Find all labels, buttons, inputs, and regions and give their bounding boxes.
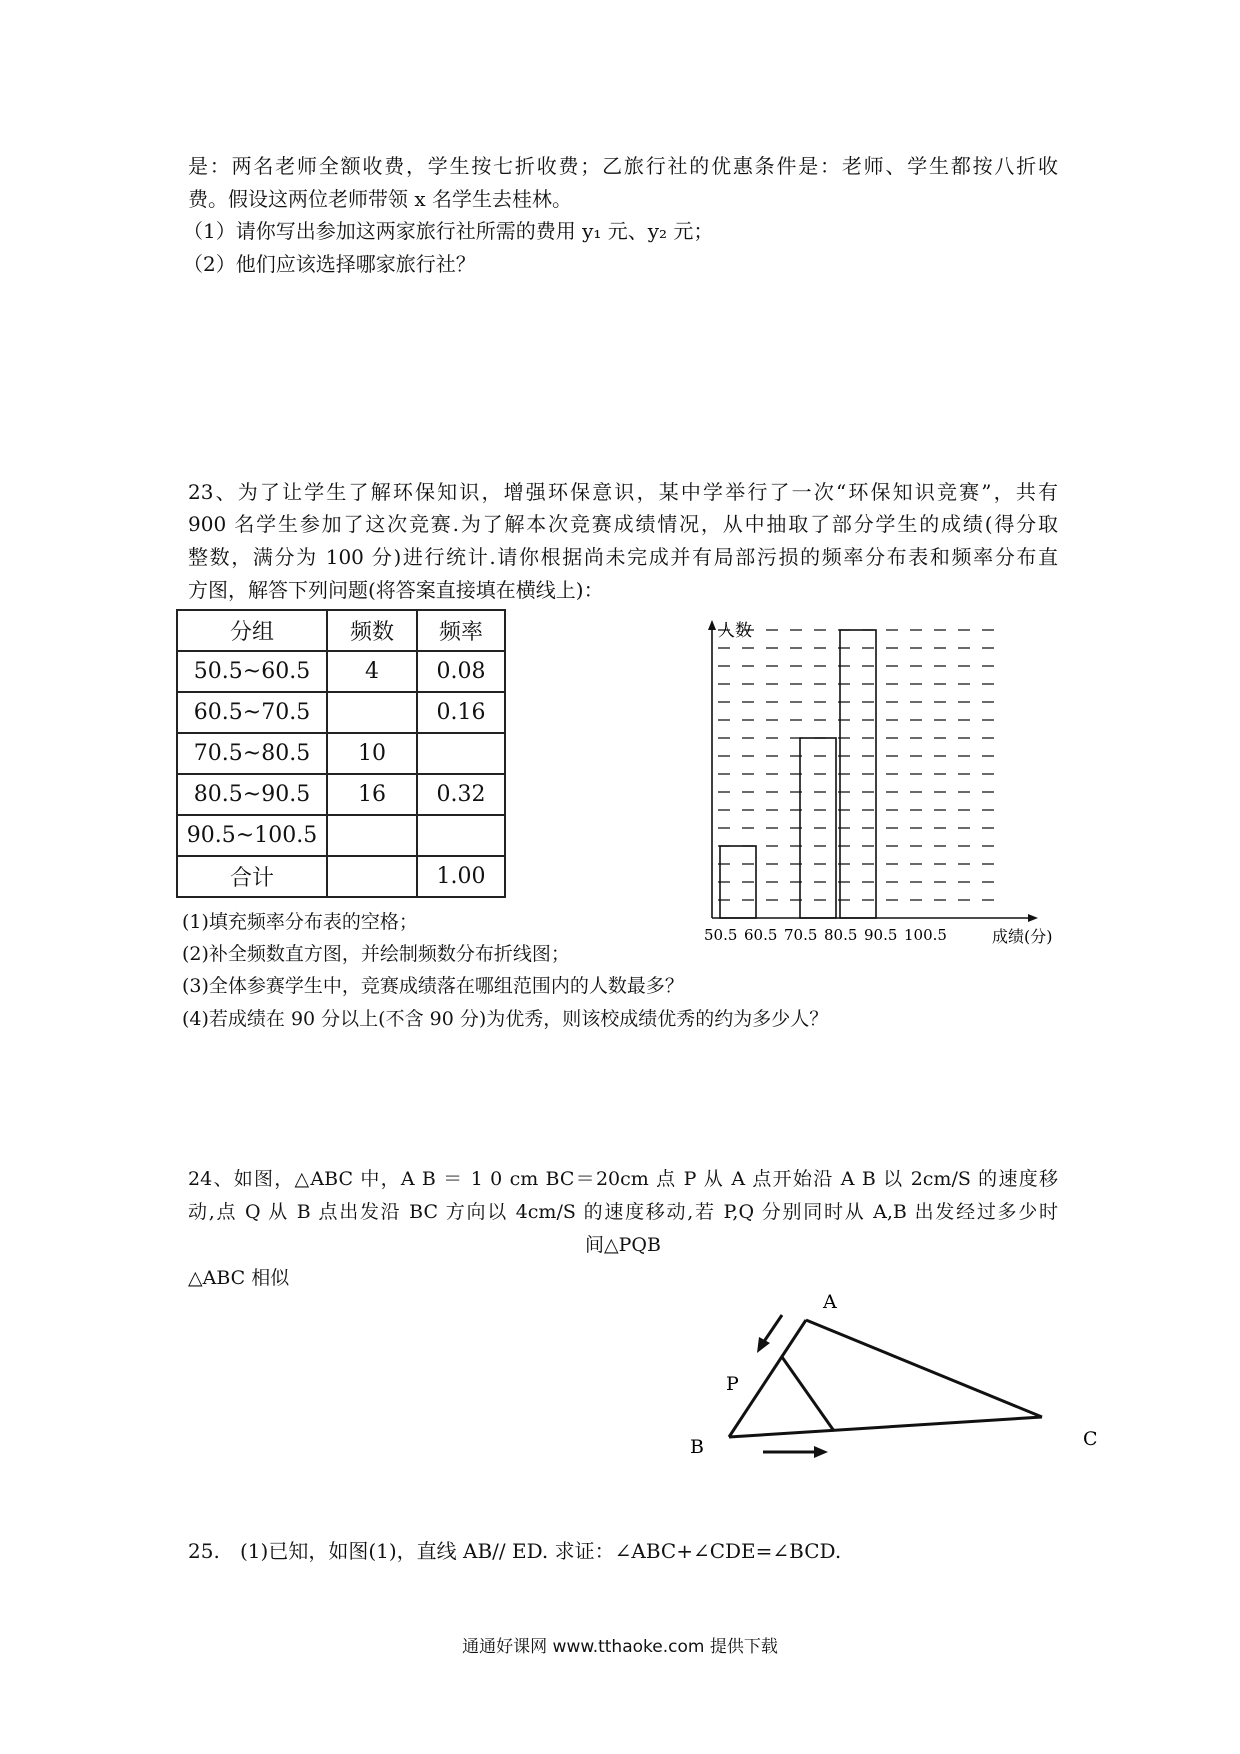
q25-text: (1)已知，如图(1)，直线 AB// ED. 求证：∠ABC+∠CDE=∠BCD. [240, 1539, 842, 1563]
table-cell: 4 [327, 651, 417, 692]
q22-line-2: 费。假设这两位老师带领 x 名学生去桂林。 [188, 187, 572, 211]
q25-number: 25. [188, 1539, 220, 1563]
side-ac [806, 1320, 1042, 1417]
x-axis-label: 成绩(分) [992, 927, 1053, 946]
table-cell: 90.5~100.5 [177, 815, 327, 856]
frequency-histogram [700, 620, 1060, 950]
table-cell [417, 815, 505, 856]
label-c: C [1083, 1428, 1098, 1450]
table-cell: 16 [327, 774, 417, 815]
tick-label: 60.5 [744, 926, 778, 944]
q23-line-2: 900 名学生参加了这次竞赛.为了解本次竞赛成绩情况，从中抽取了部分学生的成绩(得分取 [188, 512, 1058, 536]
arrow-bc-head [814, 1446, 828, 1458]
table-row [177, 733, 505, 774]
q22-sub-1: （1）请你写出参加这两家旅行社所需的费用 y₁ 元、y₂ 元； [183, 219, 714, 243]
tick-label: 80.5 [824, 926, 858, 944]
arrow-ab-head [757, 1337, 770, 1353]
table-cell: 60.5~70.5 [177, 692, 327, 733]
table-cell [327, 692, 417, 733]
tick-label: 90.5 [864, 926, 898, 944]
table-row [177, 774, 505, 815]
tick-label: 50.5 [704, 926, 738, 944]
histogram-grid [718, 630, 1000, 900]
table-row [177, 692, 505, 733]
x-axis-arrow [1028, 914, 1038, 922]
q23-task-2: (2)补全频数直方图，并绘制频数分布折线图； [182, 943, 570, 965]
q24-line-1: 24、如图，△ABC 中，A B ＝ 1 0 cm BC＝20cm 点 P 从 A 点开始沿 A B 以 2cm/S 的速度移 [188, 1168, 1058, 1190]
y-axis-label: 人数 [718, 621, 752, 641]
table-row [177, 651, 505, 692]
q24-line-2: 动,点 Q 从 B 点出发沿 BC 方向以 4cm/S 的速度移动,若 P,Q 分别同时从 A,B 出发经过多少时 [188, 1201, 1058, 1223]
table-row [177, 856, 505, 897]
table-header-cell: 分组 [177, 610, 327, 651]
table-cell: 1.00 [417, 856, 505, 897]
table-cell: 50.5~60.5 [177, 651, 327, 692]
q23-task-1: (1)填充频率分布表的空格； [182, 911, 418, 933]
table-cell: 0.16 [417, 692, 505, 733]
q23-line-3: 整数，满分为 100 分)进行统计.请你根据尚未完成并有局部污损的频率分布表和频率分布直 [188, 545, 1058, 569]
label-p: P [726, 1373, 739, 1395]
q23-line-1: 23、为了让学生了解环保知识，增强环保意识，某中学举行了一次“环保知识竞赛”，共有 [188, 480, 1058, 504]
frequency-table [176, 609, 506, 898]
table-cell: 80.5~90.5 [177, 774, 327, 815]
table-cell [417, 733, 505, 774]
table-cell [327, 856, 417, 897]
table-header-cell: 频数 [327, 610, 417, 651]
q24-line-4: △ABC 相似 [188, 1267, 290, 1289]
q23-line-4: 方图，解答下列问题(将答案直接填在横线上)： [188, 578, 604, 602]
q22-sub-2: （2）他们应该选择哪家旅行社？ [183, 252, 476, 276]
table-cell: 合计 [177, 856, 327, 897]
label-b: B [690, 1436, 704, 1458]
arrow-ab-shaft [763, 1315, 782, 1343]
q24-line-3: 间△PQB [585, 1234, 661, 1256]
table-cell: 0.32 [417, 774, 505, 815]
q22-line-1: 是：两名老师全额收费，学生按七折收费；乙旅行社的优惠条件是：老师、学生都按八折收 [188, 154, 1058, 178]
footer-download-note: 通通好课网 www.tthaoke.com 提供下载 [462, 1637, 778, 1657]
segment-pq [782, 1357, 834, 1431]
table-cell: 0.08 [417, 651, 505, 692]
table-cell: 10 [327, 733, 417, 774]
triangle-diagram [660, 1285, 1130, 1465]
tick-label: 70.5 [784, 926, 818, 944]
q23-task-4: (4)若成绩在 90 分以上(不含 90 分)为优秀，则该校成绩优秀的约为多少人？ [182, 1008, 829, 1030]
tick-label: 100.5 [904, 926, 947, 944]
label-a: A [823, 1291, 837, 1313]
table-header-row [177, 610, 505, 651]
table-cell [327, 815, 417, 856]
table-row [177, 815, 505, 856]
side-bc [729, 1417, 1042, 1437]
histogram-tick-labels [704, 926, 947, 944]
table-cell: 70.5~80.5 [177, 733, 327, 774]
table-header-cell: 频率 [417, 610, 505, 651]
y-axis-arrow [708, 620, 716, 630]
q23-task-3: (3)全体参赛学生中，竞赛成绩落在哪组范围内的人数最多？ [182, 975, 684, 997]
